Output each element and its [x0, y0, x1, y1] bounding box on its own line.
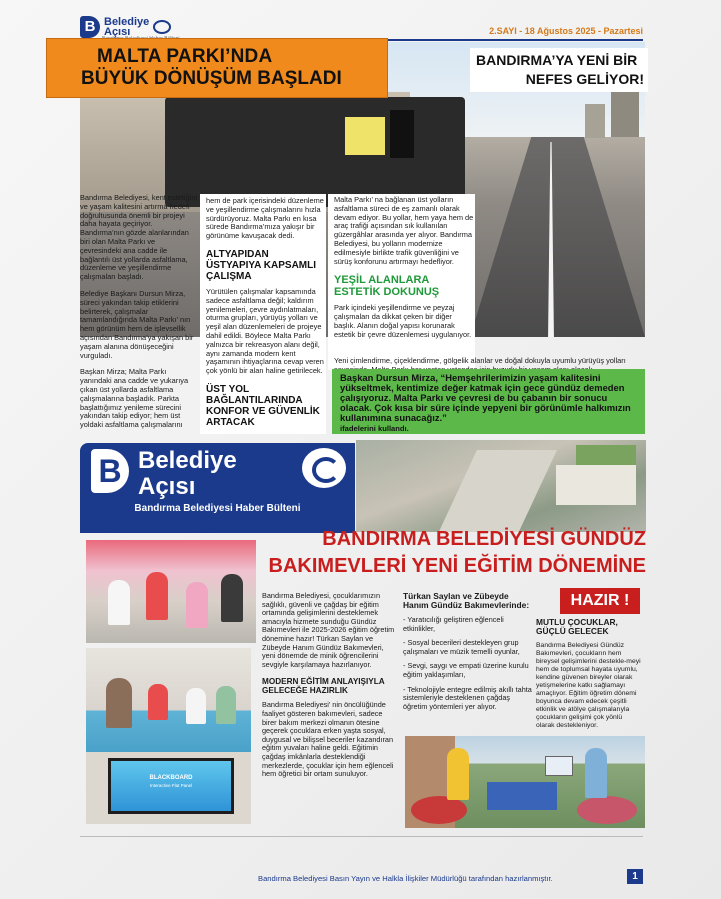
list-item: - Teknolojiyle entegre edilmiş akıllı tahta sistemleriyle desteklenen çağdaş öğretim yöntemleri yer alıyor. — [403, 684, 532, 711]
subheading: ALTYAPIDAN ÜSTYAPIYA KAPSAMLI ÇALIŞMA — [206, 248, 317, 282]
paragraph: hem de park içerisindeki düzenleme ve yeşillendirme çalışmalarını hızla sürdürüyoruz. Malta Parkı en kısa sürede Bandırma’mıza yakışır bir görünüme kavuşacak dedi. — [206, 196, 324, 241]
photo-child — [585, 748, 607, 798]
photo-road — [470, 137, 645, 337]
photo-machine-wheel — [390, 110, 414, 158]
wide-paragraph: Yeni çimlendirme, çiçeklendirme, gölgelik alanlar ve doğal dokuyla uyumlu yürüyüş yolları — [334, 356, 626, 365]
children-reading-photo — [405, 736, 645, 828]
list-item: - Yaratıcılığı geliştiren eğlenceli etkinlikler, — [403, 615, 504, 633]
aerial-photo — [356, 440, 646, 532]
paragraph: Belediye Başkanı Dursun Mirza, süreci yakından takip etiklerini belirterek, çalışmalar tamamlandığında Malta Parkı’ nın hem görünüm hem de işlevsellik açısından Bandırma’ya yakışan bir yaşam alanına dönüşeceğini vurguladı. — [80, 288, 194, 360]
paragraph: Malta Parkı’ na bağlanan üst yolların asfaltlama süreci de eş zamanlı olarak devam ediyor. Bu yollar, hem yaya hem de araç trafiği açısından sık kullanılan güzergâhlar arasında yer alıyor. Bandırma Belediyesi, bu yolların modernize edilmesiyle birlikte trafik güvenliğini ve sürüş konforunu artırmayı hedefliyor. — [334, 195, 474, 266]
photo-teacher — [106, 678, 132, 728]
subheading: Türkan Saylan ve Zübeyde Hanım Gündüz Bakımevlerinde: — [403, 591, 530, 610]
paragraph: Park içindeki yeşillendirme ve peyzaj çalışmaları da dikkat çeken bir diğer başlık. Alanın doğal yapısı korunarak estetik bir çevre düzenlemesi uygulanıyor. — [334, 303, 472, 339]
paragraph: Bandırma Belediyesi, çocuklarımızın sağlıklı, güvenli ve çağdaş bir eğitim ortamında gelişimlerini desteklemek amacıyla hizmete sunduğu Gündüz Bakımevleri ile 2025-2026 eğitim öğretim dönemine hazır! Türkan Saylan ve Zübeyde Hanım Gündüz Bakımevleri, yeni dönemde de minik öğrencilerini sevgiyle karşılamaya hazırlanıyor. — [262, 591, 395, 669]
board-screen — [111, 761, 231, 811]
photo-building — [611, 87, 639, 137]
photo-tire — [577, 796, 637, 824]
photo-child — [186, 688, 206, 724]
paragraph: Bandırma Belediyesi’ nin öncülüğünde faaliyet gösteren bakımevleri, sadece birer bakım merkezi olmanın ötesine geçerek çocuklara erken yaşta sosyal, duygusal ve bilişsel beceriler kazandıran eğitim yuvaları haline geldi. Eğitimin çağdaş imkânlarla desteklendiği merkezlerde, çocuklar için hem eğlenceli hem öğretici bir ortam sunuluyor. — [262, 700, 394, 779]
photo-bench — [487, 782, 557, 810]
article2-column3 — [536, 618, 642, 738]
logo-line2: Açısı — [104, 26, 131, 38]
photo-paving-machine — [165, 97, 465, 207]
article2-column2 — [403, 592, 533, 717]
photo-building — [585, 104, 605, 138]
headline-line2: BÜYÜK DÖNÜŞÜM BAŞLADI — [81, 68, 342, 89]
article1-column2 — [206, 197, 324, 434]
board-subtitle: Interactive Flat Panel — [149, 783, 193, 788]
list-item: - Sevgi, saygı ve empati üzerine kurulu eğitim yaklaşımları, — [403, 661, 529, 679]
photo-greenery — [576, 445, 636, 465]
paragraph: Yürütülen çalışmalar kapsamında sadece asfaltlama değil; kaldırım yenilemeleri, çevre aydınlatmaları, oturma grupları, yürüyüş yolları ve yeşil alan düzenlemeleri de projeye dahil edildi. Böylece Malta Parkı yalnızca bir rekreasyon alanı değil, aynı zamanda modern kent yaşamının ihtiyaçlarına cevap veren çok yönlü bir alan haline getirilecek. — [206, 286, 324, 376]
brand-tagline: Bandırma Belediyesi Haber Bülteni — [134, 503, 301, 514]
side-headline-banner — [470, 48, 648, 92]
photo-child — [447, 748, 469, 800]
seagull-logo-icon — [153, 20, 171, 34]
quote-box — [332, 369, 645, 434]
photo-child — [216, 686, 236, 724]
headline-line1: MALTA PARKI’NDA — [97, 46, 273, 67]
article1-column3 — [334, 196, 474, 348]
subheading: MODERN EĞİTİM ANLAYIŞIYLA GELECEĞE HAZIRLIK — [262, 677, 385, 696]
brand-line1: Belediye — [138, 447, 237, 474]
headline-line2: BAKIMEVLERİ YENİ EĞİTİM DÖNEMİNE — [268, 555, 646, 577]
photo-child — [186, 582, 208, 628]
paragraph: Başkan Mirza; Malta Parkı yanındaki ana cadde ve yukarıya çıkan üst yollarda asfaltlama çalışmalarına başladık. Parkta başlattığımız yenileme sürecini yakından takip ediyor; hem üst yoldaki asfaltlama çalışmalarını — [80, 367, 189, 430]
photo-child — [148, 684, 168, 720]
photo-tire — [411, 796, 467, 824]
subheading: MUTLU ÇOCUKLAR, GÜÇLÜ GELECEK — [536, 617, 618, 636]
headline-banner — [46, 38, 388, 98]
brand-logo-block — [80, 443, 355, 533]
photo-building — [556, 465, 636, 505]
subheading-green: YEŞİL ALANLARA ESTETİK DOKUNUŞ — [334, 274, 440, 299]
photo-child — [146, 572, 168, 620]
children-dancing-photo — [86, 540, 256, 643]
headline-badge: HAZIR ! — [560, 588, 640, 614]
quote-attribution: ifadelerini kullandı. — [340, 424, 409, 433]
issue-date: 2.SAYI - 18 Ağustos 2025 - Pazartesi — [489, 26, 643, 36]
photo-child — [108, 580, 130, 625]
logo-line1: Belediye — [104, 16, 150, 28]
brand-line2: Açısı — [138, 473, 196, 500]
seagull-logo-icon — [302, 448, 346, 488]
side-headline-line1: BANDIRMA’YA YENİ BİR — [476, 52, 638, 68]
article2-column1 — [262, 592, 398, 787]
board-brand: BLACKBOARD — [149, 775, 193, 781]
brand-b-mark: B — [91, 449, 129, 493]
subheading: ÜST YOL BAĞLANTILARINDA KONFOR VE GÜVENLİK ARTACAK — [206, 383, 320, 428]
logo-b-mark: B — [80, 16, 100, 38]
article1-column1 — [80, 194, 198, 434]
board-frame — [108, 758, 234, 814]
footer-rule — [80, 836, 643, 837]
side-headline-line2: NEFES GELİYOR! — [525, 71, 644, 87]
page-number: 1 — [627, 869, 643, 884]
photo-road — [435, 450, 557, 532]
smart-board-photo — [86, 752, 251, 824]
photo-machine-cab — [345, 117, 385, 155]
photo-child — [221, 574, 243, 622]
list-item: - Sosyal becerileri destekleyen grup çalışmaları ve müzik temelli oyunlar, — [403, 638, 520, 656]
logo-wordmark — [104, 17, 149, 37]
quote-text: Başkan Dursun Mirza, “Hemşehrilerimizin yaşam kalitesini yükseltmek, kentimize değer katmak için gece gündüz demeden çalışıyoruz. Malta Parkı ve çevresi de bu çabanın bir sonucu olacak. Çok kısa bir süre içinde yepyeni bir görünümle halkımızın kullanımına sunacağız.” — [340, 372, 631, 423]
headline-line1: BANDIRMA BELEDİYESİ GÜNDÜZ — [322, 528, 646, 550]
paragraph: Bandırma Belediyesi Gündüz Bakımevleri, çocukların hem bireysel gelişimlerini destekle-meyi hem de toplumsal hayata uyumlu, kendine güvenen bireyler olarak yetişmelerine katkı sağlamayı amaçlıyor. Eğitim öğretim dönemi boyunca devam edecek çeşitli etkinlik ve atölye çalışmalarıyla çocukların gelişimi çok yönlü olarak destekleniyor. — [536, 642, 641, 729]
footer-credit: Bandırma Belediyesi Basın Yayın ve Halkla İlişkiler Müdürlüğü tarafından hazırlanmıştır. — [258, 874, 553, 883]
classroom-photo — [86, 648, 251, 752]
article2-headline — [263, 528, 646, 590]
paragraph: Bandırma Belediyesi, kent estetiğini ve yaşam kalitesini artırma hedefi doğrultusunda önemli bir projeyi daha hayata geçiriyor. Bandırma’nın gözde alanlarından biri olan Malta Parkı ve çevresindeki ana cadde ile bağlantılı üst yollarda asfaltlama, düzenleme ve yeşillendirme çalışmaları başladı. — [80, 193, 198, 282]
photo-book — [545, 756, 573, 776]
